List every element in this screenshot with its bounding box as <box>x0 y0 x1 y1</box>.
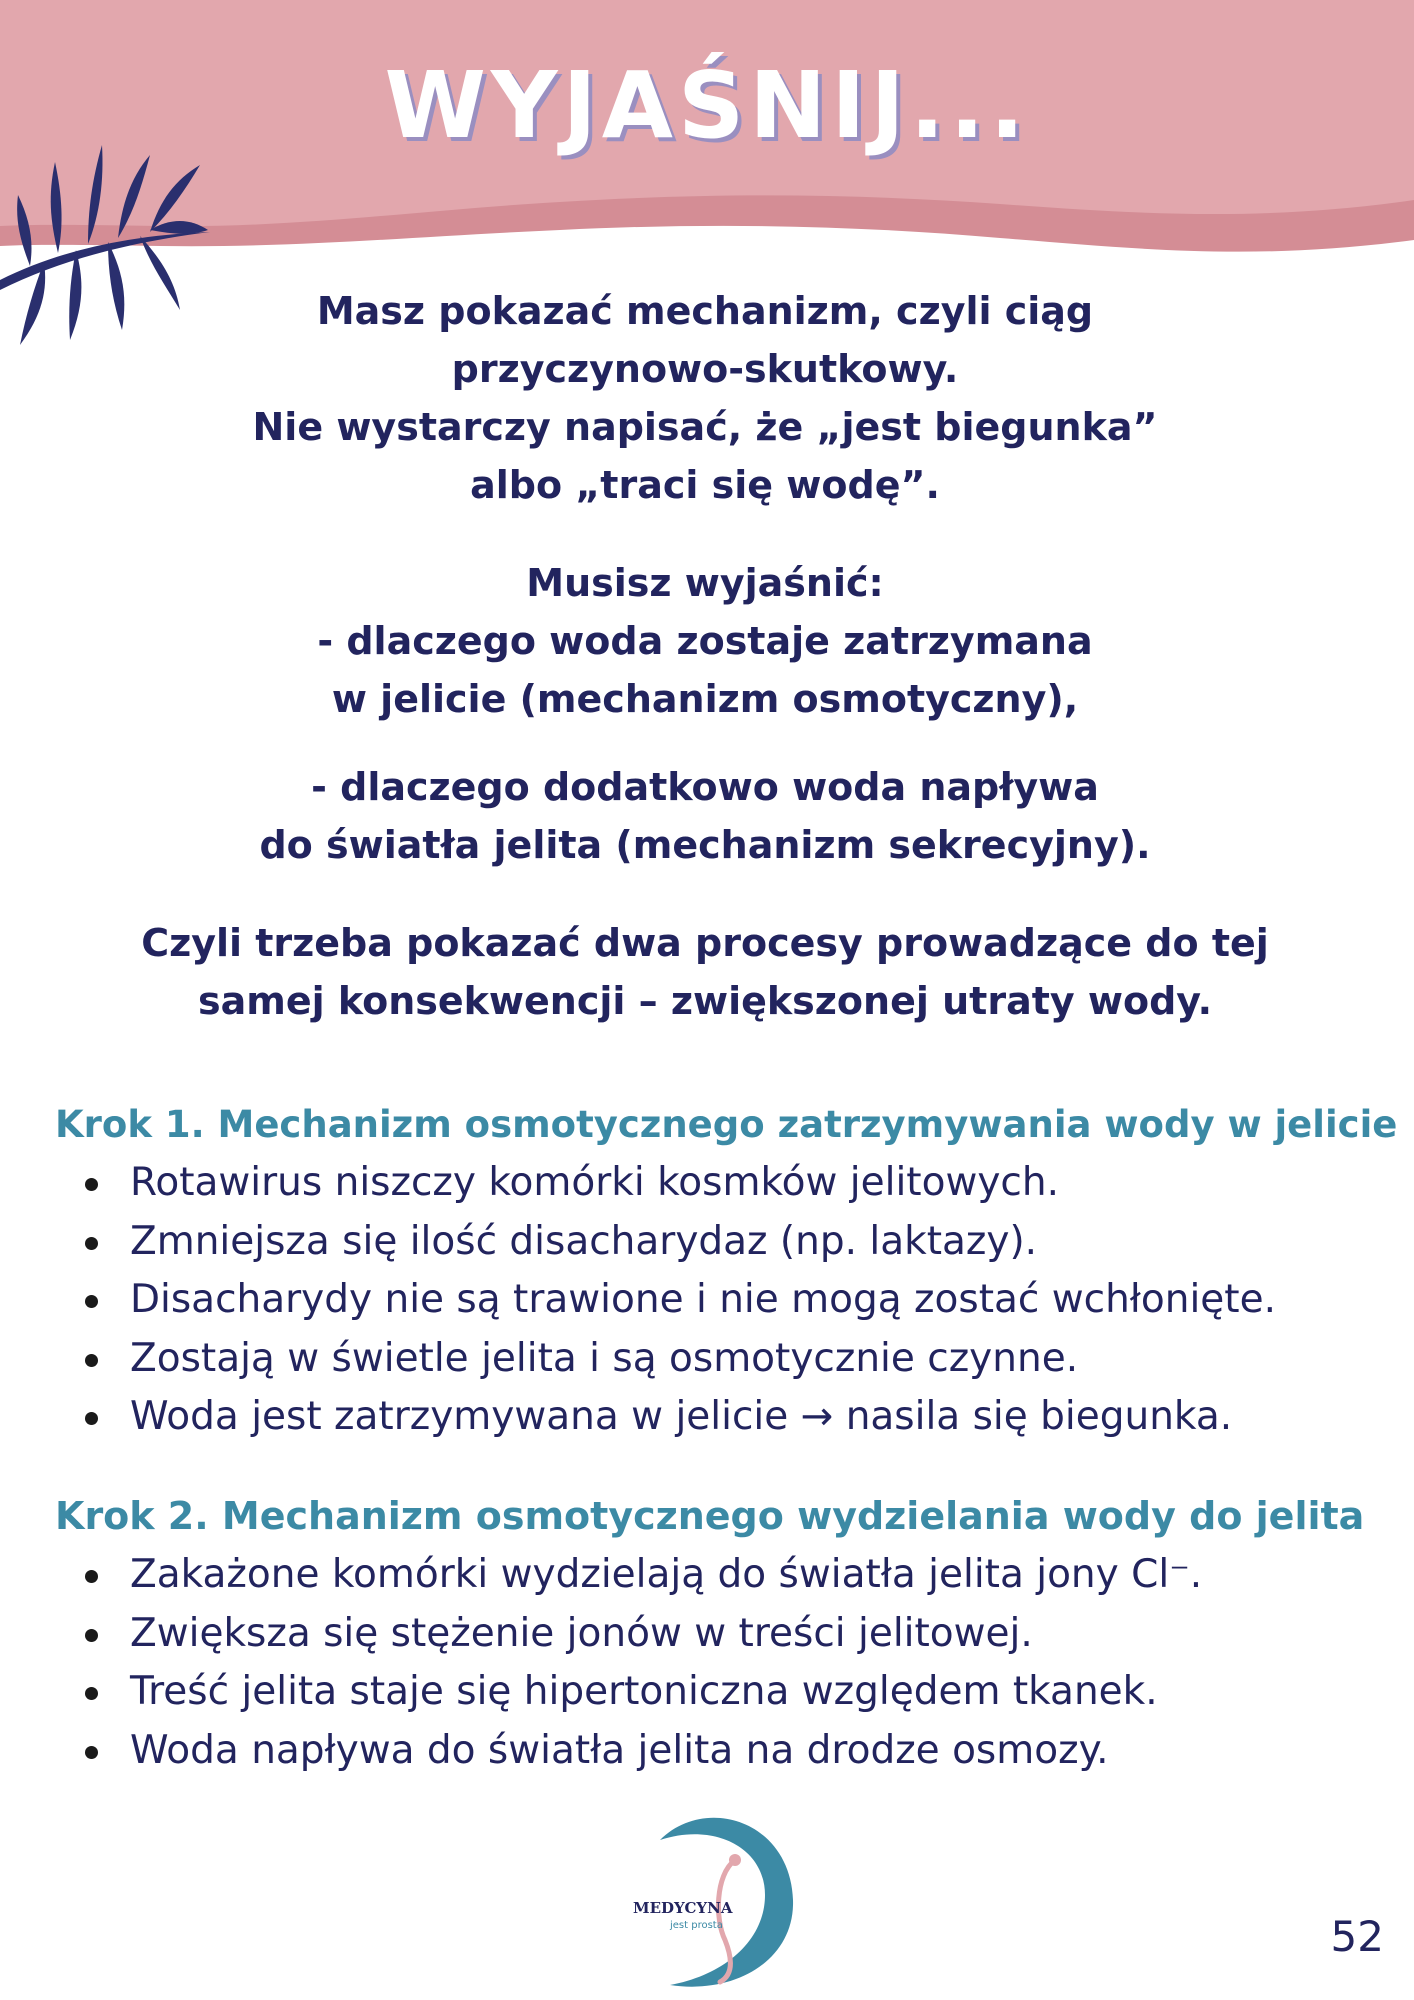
step-2-list <box>85 1546 1385 1780</box>
intro-paragraph-3: - dlaczego dodatkowo woda napływa do światła jelita (mechanizm sekrecyjny). <box>259 765 1151 867</box>
list-item: Woda napływa do światła jelita na drodze osmozy. <box>85 1722 1385 1781</box>
intro-paragraph-4: Czyli trzeba pokazać dwa procesy prowadzące do tej samej konsekwencji – zwiększonej utraty wody. <box>141 921 1269 1023</box>
list-item: Zakażone komórki wydzielają do światła jelita jony Cl⁻. <box>85 1546 1385 1605</box>
intro-paragraph-1: Masz pokazać mechanizm, czyli ciąg przyczynowo-skutkowy. Nie wystarczy napisać, że „jest biegunka” albo „traci się wodę”. <box>252 289 1158 507</box>
list-item: Zostają w świetle jelita i są osmotycznie czynne. <box>85 1330 1385 1389</box>
list-item: Zmniejsza się ilość disacharydaz (np. laktazy). <box>85 1213 1385 1272</box>
page-title: WYJAŚNIJ... <box>384 52 1030 159</box>
step-2-title: Krok 2. Mechanizm osmotycznego wydzielania wody do jelita <box>55 1494 1365 1538</box>
logo-name: MEDYCYNA <box>633 1899 733 1917</box>
logo <box>615 1800 805 1990</box>
list-item: Woda jest zatrzymywana w jelicie → nasila się biegunka. <box>85 1388 1385 1447</box>
list-item: Rotawirus niszczy komórki kosmków jelitowych. <box>85 1154 1385 1213</box>
intro-text <box>140 282 1270 1030</box>
intro-paragraph-2: Musisz wyjaśnić: - dlaczego woda zostaje zatrzymana w jelicie (mechanizm osmotyczny), <box>317 561 1093 721</box>
logo-tagline: jest prosta <box>670 1920 723 1931</box>
list-item: Zwiększa się stężenie jonów w treści jelitowej. <box>85 1605 1385 1664</box>
page-number: 52 <box>1330 1912 1384 1961</box>
step-1-title: Krok 1. Mechanizm osmotycznego zatrzymywania wody w jelicie <box>55 1103 1398 1146</box>
list-item: Disacharydy nie są trawione i nie mogą zostać wchłonięte. <box>85 1271 1385 1330</box>
step-1-list <box>85 1154 1385 1447</box>
list-item: Treść jelita staje się hipertoniczna względem tkanek. <box>85 1663 1385 1722</box>
